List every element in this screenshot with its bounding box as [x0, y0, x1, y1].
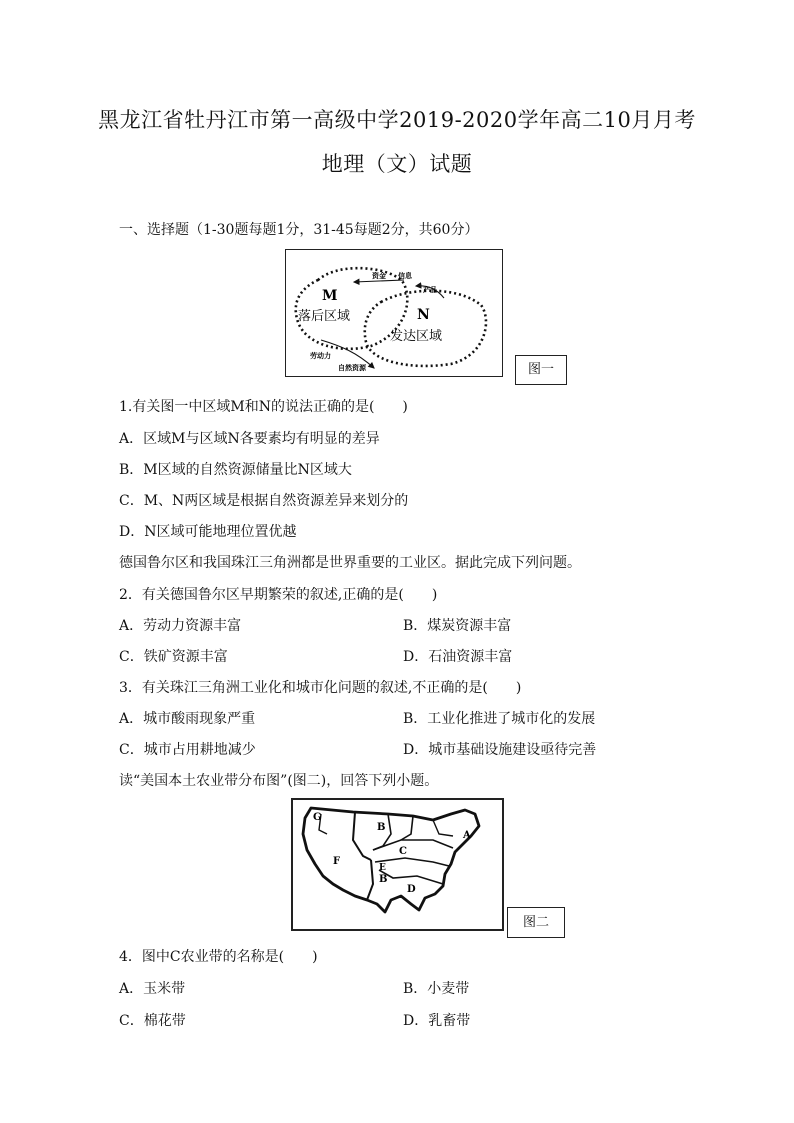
flow-label-labor: 劳动力 [310, 351, 331, 360]
section-heading: 一、选择题（1-30题每题1分，31-45每题2分，共60分） [119, 222, 479, 238]
q2-option-a: A．劳动力资源丰富 [119, 618, 242, 634]
q4-option-c: C．棉花带 [119, 1013, 186, 1029]
q2-option-b: B．煤炭资源丰富 [403, 618, 512, 634]
belt-label-b-south: B [379, 874, 388, 885]
q4-option-b: B．小麦带 [403, 981, 470, 997]
region-n-name: 发达区域 [390, 329, 443, 344]
figure-2-us-agriculture-map [291, 798, 504, 931]
belt-label-c: C [399, 846, 407, 857]
belt-label-b-north: B [377, 822, 386, 833]
flow-label-product: 产品 [423, 285, 437, 294]
q3-stem: 3．有关珠江三角洲工业化和城市化问题的叙述,不正确的是( ) [119, 680, 522, 696]
figure-1-region-diagram [285, 249, 503, 377]
q3-option-d: D．城市基础设施建设亟待完善 [403, 742, 597, 758]
q1-stem: 1.有关图一中区域M和N的说法正确的是( ) [119, 399, 408, 415]
intro-q4: 读“美国本土农业带分布图”(图二)，回答下列小题。 [119, 773, 439, 789]
belt-label-d: D [407, 884, 416, 895]
belt-label-a: A [463, 830, 471, 841]
q4-stem: 4．图中C农业带的名称是( ) [119, 949, 318, 965]
figure-2-label: 图二 [507, 907, 565, 938]
q1-option-b: B．M区域的自然资源储量比N区域大 [119, 462, 352, 478]
document-title-line2: 地理（文）试题 [321, 152, 473, 176]
belt-label-f: F [333, 856, 341, 867]
q3-option-a: A．城市酸雨现象严重 [119, 711, 256, 727]
q4-option-d: D．乳畜带 [403, 1013, 471, 1029]
region-n-letter: N [417, 307, 430, 323]
region-m-letter: M [322, 288, 338, 304]
q1-option-a: A．区域M与区域N各要素均有明显的差异 [119, 431, 380, 447]
intro-q2-q3: 德国鲁尔区和我国珠江三角洲都是世界重要的工业区。据此完成下列问题。 [119, 555, 581, 571]
q1-option-c: C．M、N两区域是根据自然资源差异来划分的 [119, 493, 409, 509]
flow-label-natural-resources: 自然资源 [338, 363, 366, 372]
region-m-name: 落后区域 [298, 309, 351, 324]
q3-option-c: C．城市占用耕地减少 [119, 742, 256, 758]
figure-1-label: 图一 [515, 355, 567, 385]
q3-option-b: B．工业化推进了城市化的发展 [403, 711, 596, 727]
flow-label-information: 信息 [398, 271, 412, 280]
q1-option-d: D．N区域可能地理位置优越 [119, 524, 297, 540]
q2-stem: 2．有关德国鲁尔区早期繁荣的叙述,正确的是( ) [119, 587, 438, 603]
q4-option-a: A．玉米带 [119, 981, 186, 997]
belt-label-e: E [379, 863, 386, 873]
document-title-line1: 黑龙江省牡丹江市第一高级中学2019-2020学年高二10月月考 [98, 108, 696, 132]
q2-option-d: D．石油资源丰富 [403, 649, 513, 665]
flow-label-capital: 资金 [372, 271, 386, 280]
q2-option-c: C．铁矿资源丰富 [119, 649, 228, 665]
belt-label-g: G [313, 812, 322, 823]
